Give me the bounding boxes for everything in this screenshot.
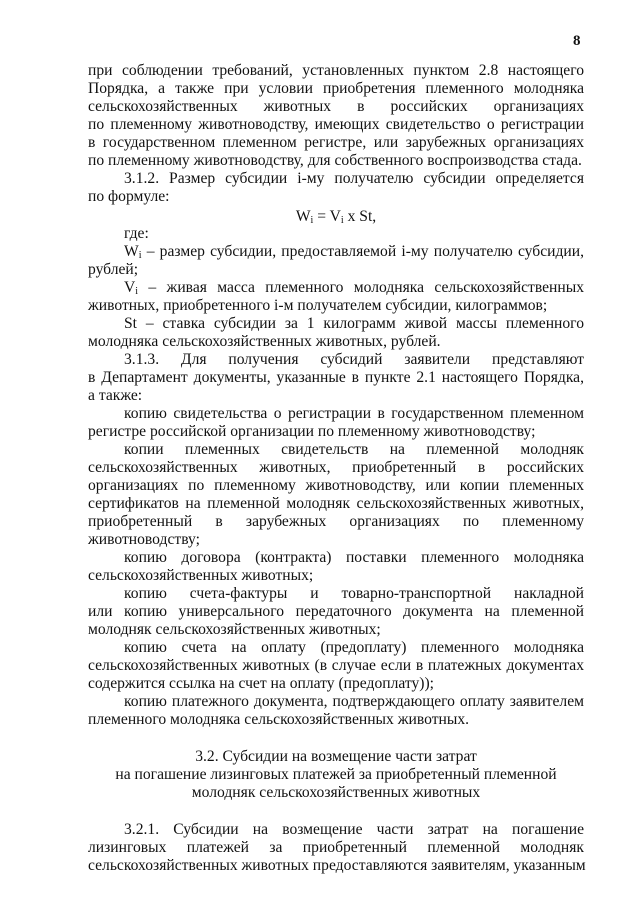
text-line: регистре российской организации по племенному животноводству;	[88, 423, 536, 440]
definition-w: $W_i$ – размер субсидии, предоставляемой i-му получателю субсидии,	[124, 243, 584, 261]
text-line: сельскохозяйственных животных;	[88, 567, 314, 584]
text-line: в Департамент документы, указанные в пункте 2.1 настоящего Порядка,	[88, 369, 584, 386]
text-line: сельскохозяйственных животных, приобретенный в российских	[88, 459, 584, 476]
text-line: или копию универсального передаточного документа на племенной	[88, 603, 584, 620]
text-line: по племенному животноводству, для собственного воспроизводства стада.	[88, 152, 582, 169]
text-line: сельскохозяйственных животных предоставляются заявителям, указанным	[88, 857, 586, 874]
text-line: 3.1.2. Размер субсидии i-му получателю субсидии определяется	[124, 170, 584, 187]
text-line: копию платежного документа, подтверждающего оплату заявителем	[124, 693, 584, 710]
page-number: 8	[573, 33, 581, 49]
text-line: 3.1.3. Для получения субсидий заявители представляют	[124, 351, 584, 368]
text-line: копию счета на оплату (предоплату) племенного молодняка	[124, 639, 584, 656]
text-line: копии племенных свидетельств на племенной молодняк	[124, 441, 584, 458]
text-line: 3.2.1. Субсидии на возмещение части затрат на погашение	[124, 821, 584, 838]
text-line: в государственном племенном регистре, или зарубежных организациях	[88, 134, 584, 151]
text-line: где:	[124, 225, 149, 242]
text-line: сельскохозяйственных животных (в случае если в платежных документах	[88, 657, 584, 674]
text-line: животных, приобретенного i-м получателем субсидии, килограммов;	[88, 297, 548, 314]
text-line: по племенному животноводству, имеющих свидетельство о регистрации	[88, 116, 584, 133]
formula: $W_i = V_i$ x St,	[295, 208, 377, 226]
text-line: рублей;	[88, 261, 139, 278]
text-line: St – ставка субсидии за 1 килограмм живой массы племенного	[124, 315, 584, 332]
text-line: Порядка, а также при условии приобретения племенного молодняка	[88, 80, 584, 97]
text-line: сельскохозяйственных животных в российских организациях	[88, 98, 584, 115]
text-line: племенного молодняка сельскохозяйственных животных.	[88, 711, 470, 728]
text-line: по формуле:	[88, 188, 170, 205]
section-heading-line: молодняк сельскохозяйственных животных	[191, 784, 481, 801]
text-line: животноводству;	[88, 531, 200, 548]
text-line: молодняка сельскохозяйственных животных, рублей.	[88, 333, 441, 350]
text-line: копию договора (контракта) поставки племенного молодняка	[124, 549, 584, 566]
text-line: при соблюдении требований, установленных пунктом 2.8 настоящего	[88, 62, 584, 79]
text-line: содержится ссылка на счет на оплату (предоплату));	[88, 675, 435, 692]
text-line: лизинговых платежей за приобретенный племенной молодняк	[88, 839, 584, 856]
definition-v: $V_i$ – живая масса племенного молодняка сельскохозяйственных	[124, 279, 584, 297]
text-line: организациях по племенному животноводству, или копии племенных	[88, 477, 584, 494]
text-line: молодняк сельскохозяйственных животных;	[88, 621, 381, 638]
text-line: сертификатов на племенной молодняк сельскохозяйственных животных,	[88, 495, 584, 512]
text-line: а также:	[88, 387, 143, 404]
text-line: приобретенный в зарубежных организациях по племенному	[88, 513, 584, 530]
text-line: копию свидетельства о регистрации в государственном племенном	[124, 405, 584, 422]
text-line: копию счета-фактуры и товарно-транспортной накладной	[124, 585, 584, 602]
section-heading-line: на погашение лизинговых платежей за приобретенный племенной	[115, 766, 557, 783]
section-heading-line: 3.2. Субсидии на возмещение части затрат	[195, 748, 477, 765]
